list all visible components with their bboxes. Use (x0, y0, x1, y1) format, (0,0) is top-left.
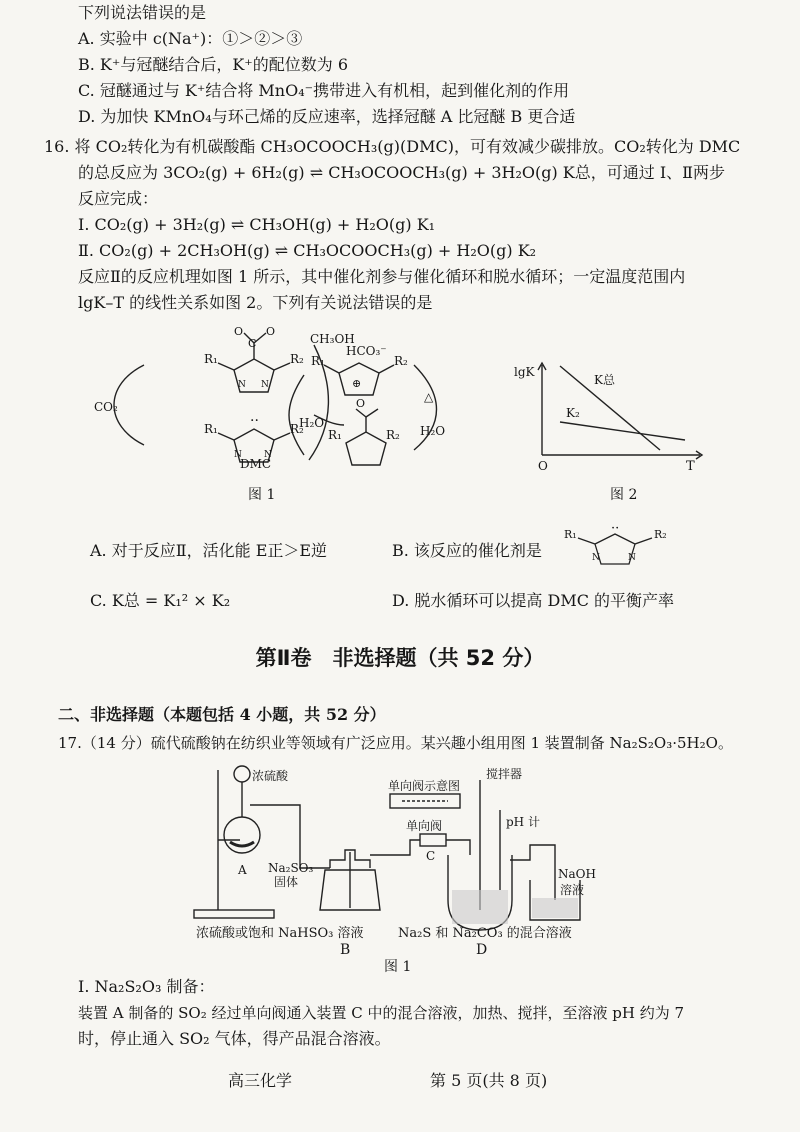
q16-option-c: C. K总 = K₁² × K₂ (90, 591, 231, 610)
q16-eq1: Ⅰ. CO₂(g) + 3H₂(g) ⇌ CH₃OH(g) + H₂O(g) K₁ (78, 215, 436, 234)
fig2-ylabel: lgK (514, 365, 535, 379)
tube-a-b (250, 805, 330, 868)
svg-text:O: O (356, 397, 366, 410)
label-mixture-d: Na₂S 和 Na₂CO₃ 的混合溶液 (398, 926, 572, 941)
label-d: D (476, 942, 488, 958)
svg-text:HCO₃⁻: HCO₃⁻ (346, 344, 387, 358)
q16-option-b: B. 该反应的催化剂是 (392, 541, 542, 560)
flask-a (224, 817, 260, 853)
q15-stem-tail: 下列说法错误的是 (78, 3, 207, 22)
dmc-arc (289, 375, 304, 455)
q17-part1-line1: 装置 A 制备的 SO₂ 经过单向阀通入装置 C 中的混合溶液，加热、搅拌，至溶液 pH 约为 7 (78, 1004, 685, 1022)
svg-text:··: ·· (250, 413, 259, 429)
svg-text:··: ·· (611, 522, 620, 536)
label-b: B (340, 942, 351, 958)
apparatus-caption: 图 1 (384, 959, 412, 975)
q16-line1: 16. 将 CO₂转化为有机碳酸酯 CH₃OCOOCH₃(g)(DMC)，可有效减少碳排放。CO₂转化为 DMC (44, 137, 741, 156)
svg-text:R₂: R₂ (654, 528, 667, 541)
svg-text:R₁: R₁ (564, 528, 577, 541)
mechanism-figure (84, 325, 484, 475)
q16-eq2: Ⅱ. CO₂(g) + 2CH₃OH(g) ⇌ CH₃OCOOCH₃(g) + H₂O(g) K₂ (78, 241, 537, 260)
svg-text:DMC: DMC (240, 457, 272, 471)
svg-text:R₁: R₁ (328, 428, 342, 442)
check-valve (420, 834, 446, 846)
q16-line3: 反应完成： (78, 189, 159, 208)
label-naoh: NaOH (558, 867, 596, 881)
section2-title: 第Ⅱ卷 非选择题（共 52 分） (255, 646, 545, 670)
svg-text:H₂O: H₂O (420, 424, 446, 438)
svg-text:N: N (238, 380, 246, 390)
label-bottle-b: 浓硫酸或饱和 NaHSO₃ 溶液 (196, 926, 364, 941)
tube-c-d (446, 840, 470, 855)
svg-text:R₂: R₂ (290, 422, 304, 436)
q17-line1: 17.（14 分）硫代硫酸钠在纺织业等领域有广泛应用。某兴趣小组用图 1 装置制备 Na₂S₂O₃·5H₂O。 (58, 734, 733, 752)
label-solution: 溶液 (560, 883, 585, 897)
tube-d-naoh (510, 845, 555, 900)
co2-arc (114, 365, 144, 445)
fig2-line-total-label: K总 (594, 373, 615, 387)
label-c: C (426, 849, 436, 863)
fig2-origin: O (538, 459, 548, 473)
label-valve-diagram: 单向阀示意图 (388, 779, 461, 793)
svg-text:N: N (234, 450, 242, 460)
stand-base (194, 910, 274, 918)
svg-text:N: N (264, 450, 272, 460)
label-solid: 固体 (274, 875, 299, 889)
footer-subject: 高三化学 (228, 1071, 293, 1090)
line-k2 (560, 422, 685, 440)
q16-option-a: A. 对于反应Ⅱ，活化能 E正＞E逆 (90, 541, 328, 560)
q15-option-b: B. K⁺与冠醚结合后，K⁺的配位数为 6 (78, 55, 348, 74)
q15-option-d: D. 为加快 KMnO₄与环己烯的反应速率，选择冠醚 A 比冠醚 B 更合适 (78, 107, 576, 126)
label-conc-acid: 浓硫酸 (252, 769, 289, 783)
q15-option-a: A. 实验中 c(Na⁺)：①＞②＞③ (78, 29, 303, 48)
catalyst-structure (560, 522, 690, 572)
q16-option-d: D. 脱水循环可以提高 DMC 的平衡产率 (392, 591, 675, 610)
q16-line2: 的总反应为 3CO₂(g) + 6H₂(g) ⇌ CH₃OCOOCH₃(g) + 3H₂O(g) K总，可通过 Ⅰ、Ⅱ两步 (78, 163, 726, 182)
svg-text:R₁: R₁ (311, 354, 325, 368)
fig1-caption: 图 1 (248, 487, 276, 503)
q17-part1-title: Ⅰ. Na₂S₂O₃ 制备： (78, 977, 215, 996)
svg-text:CO₂: CO₂ (94, 400, 118, 414)
label-a: A (238, 863, 247, 877)
label-stirrer: 搅拌器 (486, 767, 523, 781)
fig2-line-k2-label: K₂ (566, 406, 580, 420)
label-check-valve: 单向阀 (406, 819, 443, 833)
svg-text:R₂: R₂ (290, 352, 304, 366)
svg-text:H₂O: H₂O (299, 416, 325, 430)
svg-text:△: △ (424, 390, 434, 404)
q16-line5: lgK–T 的线性关系如图 2。下列有关说法错误的是 (78, 293, 433, 312)
label-ph-meter: pH 计 (506, 815, 540, 829)
svg-text:O: O (266, 325, 276, 338)
svg-text:R₂: R₂ (394, 354, 408, 368)
svg-text:C: C (248, 337, 257, 350)
lgk-t-figure (510, 360, 710, 475)
svg-text:O: O (234, 325, 244, 338)
svg-text:R₁: R₁ (204, 352, 218, 366)
footer-page: 第 5 页(共 8 页) (430, 1071, 548, 1090)
ring-bottom-right (346, 432, 386, 465)
q17-part1-line2: 时，停止通入 SO₂ 气体，得产品混合溶液。 (78, 1029, 391, 1048)
tube-b-c (370, 840, 420, 855)
fig2-xlabel: T (686, 459, 695, 474)
svg-text:R₂: R₂ (386, 428, 400, 442)
q15-option-c: C. 冠醚通过与 K⁺结合将 MnO₄⁻携带进入有机相，起到催化剂的作用 (78, 81, 570, 100)
svg-text:N: N (592, 553, 600, 563)
section2-heading: 二、非选择题（本题包括 4 小题，共 52 分） (58, 705, 386, 724)
dropping-funnel (234, 766, 250, 782)
svg-text:N: N (628, 553, 636, 563)
svg-text:R₁: R₁ (204, 422, 218, 436)
label-na2so3: Na₂SO₃ (268, 861, 314, 875)
svg-text:⊕: ⊕ (352, 377, 362, 390)
fig2-caption: 图 2 (610, 487, 638, 503)
svg-text:CH₃OH: CH₃OH (310, 332, 355, 346)
apparatus-figure (180, 760, 600, 945)
svg-text:N: N (261, 380, 269, 390)
q16-line4: 反应Ⅱ的反应机理如图 1 所示，其中催化剂参与催化循环和脱水循环；一定温度范围内 (78, 267, 686, 286)
